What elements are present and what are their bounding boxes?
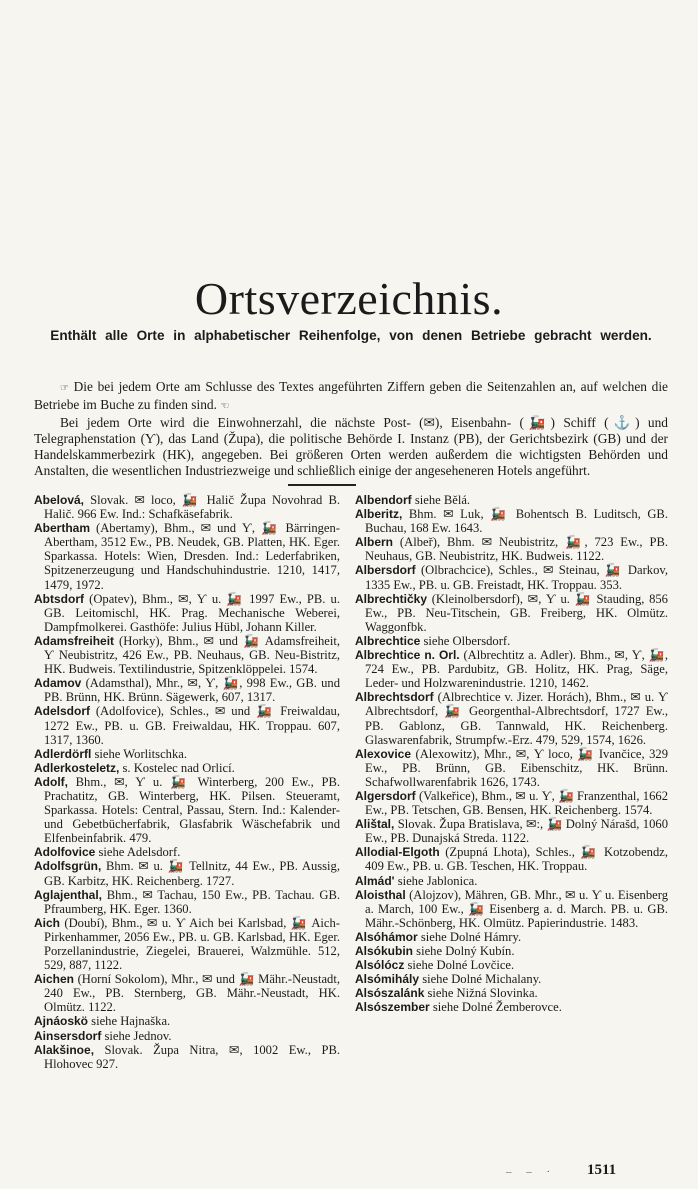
entry-headword: Albendorf xyxy=(355,493,412,507)
entry-headword: Albersdorf xyxy=(355,563,416,578)
index-entry xyxy=(34,747,340,761)
index-entry xyxy=(355,789,668,817)
entry-headword: Albrechtsdorf xyxy=(355,690,434,705)
index-entry xyxy=(34,634,340,676)
index-entry xyxy=(355,986,668,1000)
entry-text: siehe Nižná Slovinka. xyxy=(427,986,538,1001)
entry-headword: Alsószalánk xyxy=(355,986,425,1001)
index-entry xyxy=(355,1000,668,1014)
entry-headword: Adamov xyxy=(34,676,82,691)
entry-headword: Alsóhámor xyxy=(355,929,418,944)
index-entry xyxy=(34,592,340,634)
intro-paragraph-2: Bei jedem Orte wird die Einwohnerzahl, die nächste Post- (✉), Eisenbahn- (🚂) Schiff (⚓) und Telegraphenstation (Ƴ), das Land (Župa), die politische Behörde I. Instanz (PB), der Gerichtsbezirk (GB) und der Handelskammerbezirk (HK), angegeben. Bei größeren Orten werden außerdem die wichtigsten Behörden und Anstalten, die wesentlichen Industriezweige und schließlich einige der angeseheneren Hotels angeführt. xyxy=(34,415,668,479)
index-entry xyxy=(355,592,668,634)
entry-headword: Abelová, xyxy=(34,493,85,507)
index-entry xyxy=(34,775,340,845)
entry-headword: Alexovice xyxy=(355,746,412,761)
entry-headword: Aichen xyxy=(34,972,75,987)
entry-headword: Abtsdorf xyxy=(34,591,84,606)
entry-headword: Alsómihály xyxy=(355,972,420,987)
entry-text: (Albeř), Bhm. ✉ Neubistritz, 🚂, 723 Ew., PB. Neuhaus, GB. Neubistritz, HK. Budweis. 1122. xyxy=(365,535,668,564)
page-title: Ortsverzeichnis. xyxy=(194,273,504,324)
index-entry xyxy=(355,944,668,958)
index-entry xyxy=(34,1014,340,1028)
entry-headword: Ajnáoskö xyxy=(34,1014,89,1029)
entry-text: siehe Jednov. xyxy=(104,1028,172,1043)
entry-text: (Horní Sokolom), Mhr., ✉ und 🚂 Mähr.-Neustadt, 240 Ew., PB. Sternberg, GB. Mähr.-Neustadt, HK. Olmütz. 1122. xyxy=(44,972,340,1015)
index-entry xyxy=(34,521,340,591)
entry-headword: Aglajenthal, xyxy=(34,887,103,902)
entry-text: Bhm. ✉ Luk, 🚂 Bohentsch B. Luditsch, GB. Buchau, 168 Ew. 1643. xyxy=(365,507,668,536)
index-entry xyxy=(355,874,668,888)
entry-text: siehe Olbersdorf. xyxy=(423,633,511,648)
entry-text: (Alexowitz), Mhr., ✉, Ƴ loco, 🚂 Ivančice, 329 Ew., PB. Brünn, GB. Eibenschitz, HK. Brünn. Schafwollwarenfabrik 1626, 1743. xyxy=(365,746,668,789)
entry-text: siehe Worlitschka. xyxy=(94,746,187,761)
page-number: 1511 xyxy=(587,1162,617,1178)
entry-headword: Alsólócz xyxy=(355,958,405,973)
entry-text: siehe Hajnaška. xyxy=(91,1014,171,1029)
entry-text: siehe Dolné Hámry. xyxy=(420,929,522,944)
entry-text: Slovak. ✉ loco, 🚂 Halič Župa Novohrad B. Halič. 966 Ew. Ind.: Schafkäsefabrik. xyxy=(44,493,341,522)
entry-headword: Albrechtice xyxy=(355,633,421,648)
entry-text: (Olbrachcice), Schles., ✉ Steinau, 🚂 Darkov, 1335 Ew., PB. u. GB. Freistadt, HK. Troppau. 353. xyxy=(365,563,668,592)
entry-text: Bhm. ✉ u. 🚂 Tellnitz, 44 Ew., PB. Aussig, GB. Karbitz, HK. Reichenberg. 1727. xyxy=(44,859,340,888)
pointing-hand-icon: ☞ xyxy=(60,383,69,395)
intro-paragraph-1 xyxy=(34,379,668,415)
entry-headword: Algersdorf xyxy=(355,788,416,803)
entry-text: (Doubí), Bhm., ✉ u. Ƴ Aich bei Karlsbad, 🚂 Aich-Pirkenhammer, 2056 Ew., PB. u. GB. Karlsbad, HK. Eger. Porzellanindustrie, Ziegelei, Brauerei, Walzmühle. 512, 529, 887, 1122. xyxy=(44,915,340,973)
index-entry xyxy=(355,690,668,746)
pointing-hand-left-icon: ☜ xyxy=(220,401,230,413)
entry-headword: Adelsdorf xyxy=(34,704,91,719)
entry-text: (Abertamy), Bhm., ✉ und Ƴ, 🚂 Bärringen-Abertham, 3512 Ew., PB. Neudek, GB. Platten, HK. Eger. Sparkassa. Hotels: Wien, Dresden. Ind.: Lederfabriken, Spitzenerzeugung und Handschuhindustrie. 1210, 1417, 1479, 1972. xyxy=(44,521,340,592)
entry-text: s. Kostelec nad Orlicí. xyxy=(122,760,235,775)
entry-headword: Adolf, xyxy=(34,774,68,789)
left-column xyxy=(34,493,340,1071)
entry-headword: Adamsfreiheit xyxy=(34,633,115,648)
entry-headword: Albrechtice n. Orl. xyxy=(355,648,460,663)
entry-text: (Alojzov), Mähren, GB. Mhr., ✉ u. Ƴ u. Eisenberg a. March, 100 Ew., 🚂 Eisenberg a. d. March. PB. u. GB. Mähr.-Schönberg, HK. Olmütz. Papierindustrie. 1483. xyxy=(365,887,668,930)
entry-headword: Alištal, xyxy=(355,817,395,832)
entry-text: siehe Dolné Lovčice. xyxy=(407,958,515,973)
entry-text: siehe Dolné Žemberovce. xyxy=(432,1000,562,1015)
entry-headword: Albrechtičky xyxy=(355,591,428,606)
index-entry xyxy=(34,704,340,746)
entry-text: (Albrechtice v. Jizer. Horách), Bhm., ✉ u. Ƴ Albrechtsdorf, 🚂 Georgenthal-Albrechtsdorf, 1727 Ew., PB. Gablonz, GB. Tannwald, HK. Reichenberg. Glaswarenfabrik, Strumpfw.-Erz. 479, 529, 1574, 1626. xyxy=(365,690,668,747)
entry-text: (Adolfovice), Schles., ✉ und 🚂 Freiwaldau, 1272 Ew., PB. u. GB. Freiwaldau, HK. Troppau. 607, 1317, 1360. xyxy=(44,704,340,747)
entry-text: Slovak. Župa Bratislava, ✉:, 🚂 Dolný Nárašd, 1060 Ew., PB. Dunajská Streda. 1122. xyxy=(365,817,668,846)
index-entry xyxy=(34,761,340,775)
entry-headword: Albern xyxy=(355,535,394,550)
footer-dashes: – – · xyxy=(506,1166,557,1178)
index-entry xyxy=(34,916,340,972)
index-entry xyxy=(34,676,340,704)
section-divider xyxy=(288,484,356,486)
index-entry xyxy=(34,1029,340,1043)
intro-text-1: Die bei jedem Orte am Schlusse des Textes angeführten Ziffern geben die Seitenzahlen an, auf welchen die Betriebe im Buche zu finden sind. xyxy=(34,379,668,413)
entry-headword: Aloisthal xyxy=(355,887,406,902)
entry-headword: Ainsersdorf xyxy=(34,1028,102,1043)
index-entry xyxy=(355,888,668,930)
subtitle: Enthält alle Orte in alphabetischer Reihenfolge, von denen Betriebe gebracht werden. xyxy=(50,328,652,343)
entry-headword: Alsószember xyxy=(355,1000,430,1015)
right-column xyxy=(355,493,668,1014)
entry-text: siehe Jablonica. xyxy=(397,873,478,888)
entry-headword: Almád' xyxy=(355,873,395,888)
entry-text: (Opatev), Bhm., ✉, Ƴ u. 🚂 1997 Ew., PB. u. GB. Leitomischl, HK. Prag. Mechanische Weberei, Dampfmolkerei. Gasthöfe: Julius Hübl, Johann Killer. xyxy=(44,591,340,634)
entry-text: Slovak. Župa Nitra, ✉, 1002 Ew., PB. Hlohovec 927. xyxy=(44,1042,340,1071)
entry-headword: Alakšinoe, xyxy=(34,1042,95,1057)
entry-headword: Adlerdörfl xyxy=(34,746,92,761)
entry-text: siehe Dolný Kubín. xyxy=(416,944,515,958)
entry-text: siehe Bělá. xyxy=(414,493,471,507)
index-entry xyxy=(34,1043,340,1071)
entry-text: (Kleinolbersdorf), ✉, Ƴ u. 🚂 Stauding, 856 Ew., PB. Neu-Titschein, GB. Freiberg, HK. Olmütz. Waggonfbk. xyxy=(365,591,668,634)
entry-headword: Adlerkosteletz, xyxy=(34,760,120,775)
index-entry xyxy=(355,648,668,690)
entry-headword: Abertham xyxy=(34,521,91,536)
entry-headword: Alsókubin xyxy=(355,944,414,958)
entry-text: siehe Dolné Michalany. xyxy=(422,972,542,987)
index-entry xyxy=(34,859,340,887)
index-entry xyxy=(355,930,668,944)
entry-text: (Valkeřice), Bhm., ✉ u. Ƴ, 🚂 Franzenthal, 1662 Ew., PB. Tetschen, GB. Bensen, HK. Reichenberg. 1574. xyxy=(365,788,668,818)
entry-text: (Zpupná Lhota), Schles., 🚂 Kotzobendz, 409 Ew., PB. u. GB. Teschen, HK. Troppau. xyxy=(365,845,668,874)
index-entry xyxy=(34,493,340,521)
index-entry xyxy=(34,972,340,1014)
entry-headword: Aich xyxy=(34,915,61,930)
entry-headword: Adolfovice xyxy=(34,845,96,860)
entry-text: (Adamsthal), Mhr., ✉, Ƴ, 🚂, 998 Ew., GB. und PB. Brünn, HK. Brünn. Sägewerk, 607, 1317. xyxy=(44,676,341,705)
index-entry xyxy=(355,563,668,591)
index-entry xyxy=(355,535,668,563)
entry-text: Bhm., ✉ Tachau, 150 Ew., PB. Tachau. GB. Pfraumberg, HK. Eger. 1360. xyxy=(44,887,340,916)
index-entry xyxy=(34,888,340,916)
index-entry xyxy=(355,507,668,535)
entry-text: siehe Adelsdorf. xyxy=(98,845,181,860)
index-entry xyxy=(355,958,668,972)
entry-headword: Adolfsgrün, xyxy=(34,859,102,874)
entry-headword: Alberitz, xyxy=(355,507,403,522)
index-entry xyxy=(34,845,340,859)
entry-text: (Horky), Bhm., ✉ und 🚂 Adamsfreiheit, Ƴ Neubistritz, 426 Ew., PB. Neuhaus, GB. Neu-Bistritz, HK. Budweis. Textilindustrie, Spitzenklöppelei. 1574. xyxy=(44,633,340,677)
index-entry xyxy=(355,845,668,873)
index-entry xyxy=(355,634,668,648)
entry-text: (Albrechtitz a. Adler). Bhm., ✉, Ƴ, 🚂, 724 Ew., PB. Pardubitz, GB. Holitz, HK. Prag, Säge, Leder- und Holzwarenindustrie. 1210, 1462. xyxy=(365,648,669,691)
index-entry xyxy=(355,747,668,789)
index-entry xyxy=(355,493,668,507)
entry-text: Bhm., ✉, Ƴ u. 🚂 Winterberg, 200 Ew., PB. Prachatitz, GB. Winterberg, HK. Pilsen. Steueramt, Sparkassa. Hotels: Central, Passau, Stern. Ind.: Kalender- und Gebetbücherfabrik, Glasfabrik Wäschefabrik und Elfenbeinfabrik. 479. xyxy=(44,774,340,846)
index-entry xyxy=(355,817,668,845)
index-entry xyxy=(355,972,668,986)
entry-headword: Allodial-Elgoth xyxy=(355,845,440,860)
